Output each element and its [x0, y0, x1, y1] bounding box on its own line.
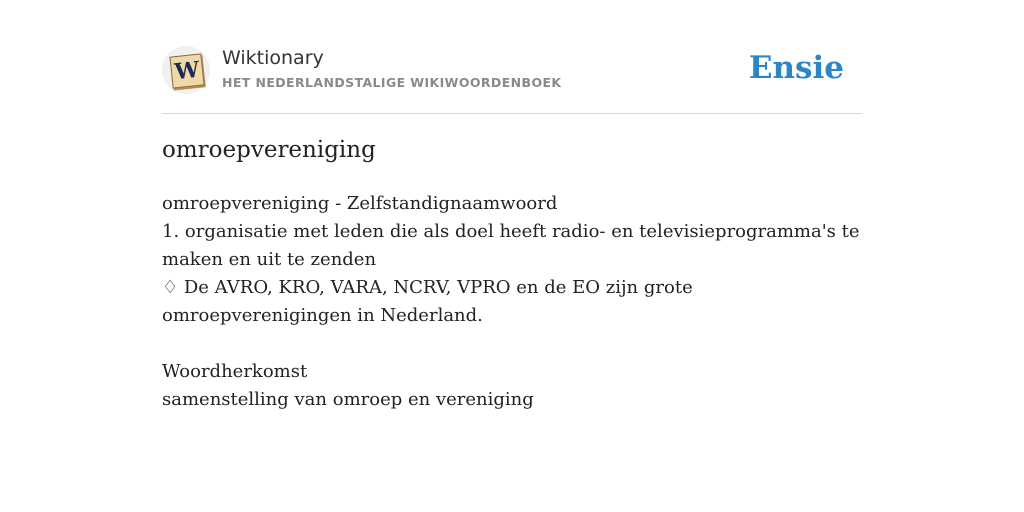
definition-text: 1. organisatie met leden die als doel heeft radio- en televisieprogramma's te maken en uit te zenden [162, 221, 860, 270]
wiktionary-logo-icon: W [169, 53, 204, 88]
example-sentence: ♢ De AVRO, KRO, VARA, NCRV, VPRO en de EO zijn grote omroepverenigingen in Nederland. [162, 277, 693, 326]
word-type-line: omroepvereniging - Zelfstandignaamwoord [162, 193, 558, 214]
section-spacer [162, 330, 862, 358]
etymology-heading: Woordherkomst [162, 361, 308, 382]
etymology-text: samenstelling van omroep en vereniging [162, 389, 534, 410]
wiktionary-logo[interactable] [162, 46, 210, 94]
page-container [162, 0, 862, 410]
site-name[interactable]: Wiktionary [222, 47, 324, 69]
site-tagline: HET NEDERLANDSTALIGE WIKIWOORDENBOEK [222, 75, 562, 90]
site-header [162, 0, 862, 114]
entry-content [162, 190, 862, 414]
ensie-brand-link[interactable]: Ensie [748, 50, 844, 86]
page-title: omroepvereniging [162, 137, 376, 163]
